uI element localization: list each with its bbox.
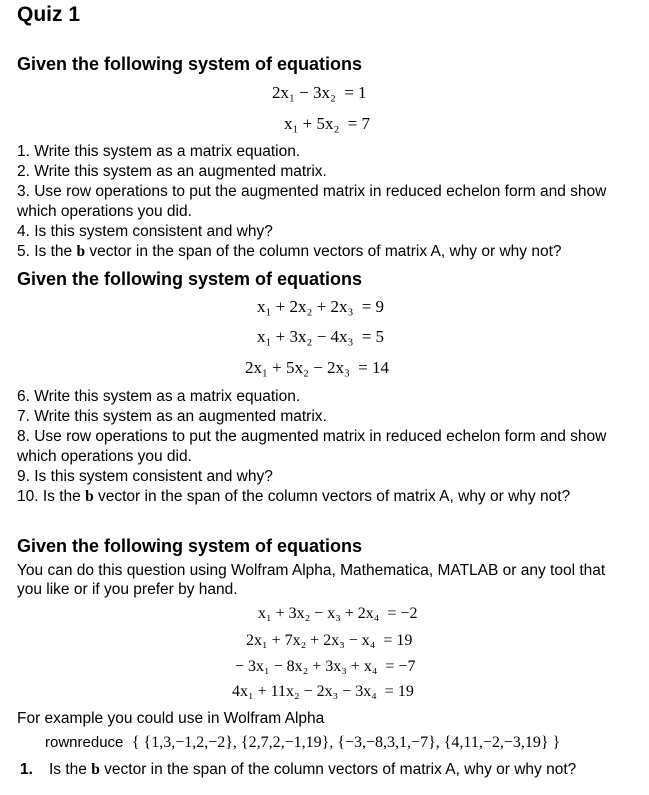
equation-rhs: = 19 [383,632,413,649]
equation-lhs: x₁ + 2x₂ + 2x₃ [257,297,354,316]
equation-lhs: x₁ + 3x₂ − x₃ + 2x₄ [258,605,380,622]
command-args: { {1,3,−1,2,−2}, {2,7,2,−1,19}, {−3,−8,3,1,−7}, {4,11,−2,−3,19} } [131,734,561,751]
page-title: Quiz 1 [17,3,81,26]
section3-equation-4 [232,683,414,701]
equation-lhs: x₁ + 3x₂ − 4x₃ [257,327,354,346]
section2-equation-1 [257,297,384,317]
section1-equation-1 [272,83,367,103]
section3-equation-3 [235,658,415,676]
equation-lhs: 2x₁ + 5x₂ − 2x₃ [245,358,350,377]
wolfram-command [45,734,560,752]
question-8-line-2: which operations you did. [17,448,192,465]
section3-heading: Given the following system of equations [17,536,363,556]
equation-rhs: = 1 [344,83,367,102]
question-4: 4. Is this system consistent and why? [17,223,273,240]
section1-heading: Given the following system of equations [17,54,363,74]
question-7: 7. Write this system as an augmented matrix. [17,408,327,425]
section3-intro-line-1: You can do this question using Wolfram Alpha, Mathematica, MATLAB or any tool that [17,562,606,579]
section3-equation-1 [258,605,417,623]
b-vector-label: b [76,243,86,260]
equation-rhs: = 14 [358,358,390,377]
question-5 [17,242,562,262]
final-question-number: 1. [20,761,33,778]
question-10 [17,487,570,507]
command-word: rownreduce [45,734,124,751]
question-3-line-2: which operations you did. [17,203,192,220]
equation-lhs: 2x₁ + 7x₂ + 2x₃ − x₄ [246,632,376,649]
question-10-pre: 10. Is the [17,488,86,505]
section2-equation-2 [257,327,384,347]
equation-rhs: = 7 [347,114,371,133]
equation-lhs: 4x₁ + 11x₂ − 2x₃ − 3x₄ [232,683,377,700]
equation-lhs: 2x₁ − 3x₂ [272,83,336,102]
question-2: 2. Write this system as an augmented matrix. [17,163,327,180]
equation-rhs: = −7 [385,658,416,675]
equation-lhs: − 3x₁ − 8x₂ + 3x₃ + x₄ [235,658,378,675]
section3-equation-2 [246,632,412,650]
section2-heading: Given the following system of equations [17,269,363,289]
final-question-post: vector in the span of the column vectors of matrix A, why or why not? [99,761,577,778]
final-question-pre: Is the [49,761,92,778]
section3-intro-line-2: you like or if you prefer by hand. [17,581,238,598]
equation-rhs: = 19 [384,683,414,700]
section3-example: For example you could use in Wolfram Alpha [17,710,325,727]
question-9: 9. Is this system consistent and why? [17,468,273,485]
question-3-line-1: 3. Use row operations to put the augmented matrix in reduced echelon form and show [17,183,607,200]
question-8-line-1: 8. Use row operations to put the augmented matrix in reduced echelon form and show [17,428,607,445]
equation-lhs: x₁ + 5x₂ [284,114,340,133]
section2-equation-3 [245,358,389,378]
question-6: 6. Write this system as a matrix equation. [17,388,301,405]
question-1: 1. Write this system as a matrix equation. [17,143,301,160]
equation-rhs: = −2 [387,605,418,622]
question-5-post: vector in the span of the column vectors of matrix A, why or why not? [85,243,562,260]
b-vector-label: b [85,488,94,505]
final-question [20,760,576,780]
question-10-post: vector in the span of the column vectors of matrix A, why or why not? [93,488,571,505]
b-vector-label: b [91,761,100,778]
question-5-pre: 5. Is the [17,243,77,260]
equation-rhs: = 5 [361,327,385,346]
equation-rhs: = 9 [361,297,385,316]
section1-equation-2 [284,114,370,134]
